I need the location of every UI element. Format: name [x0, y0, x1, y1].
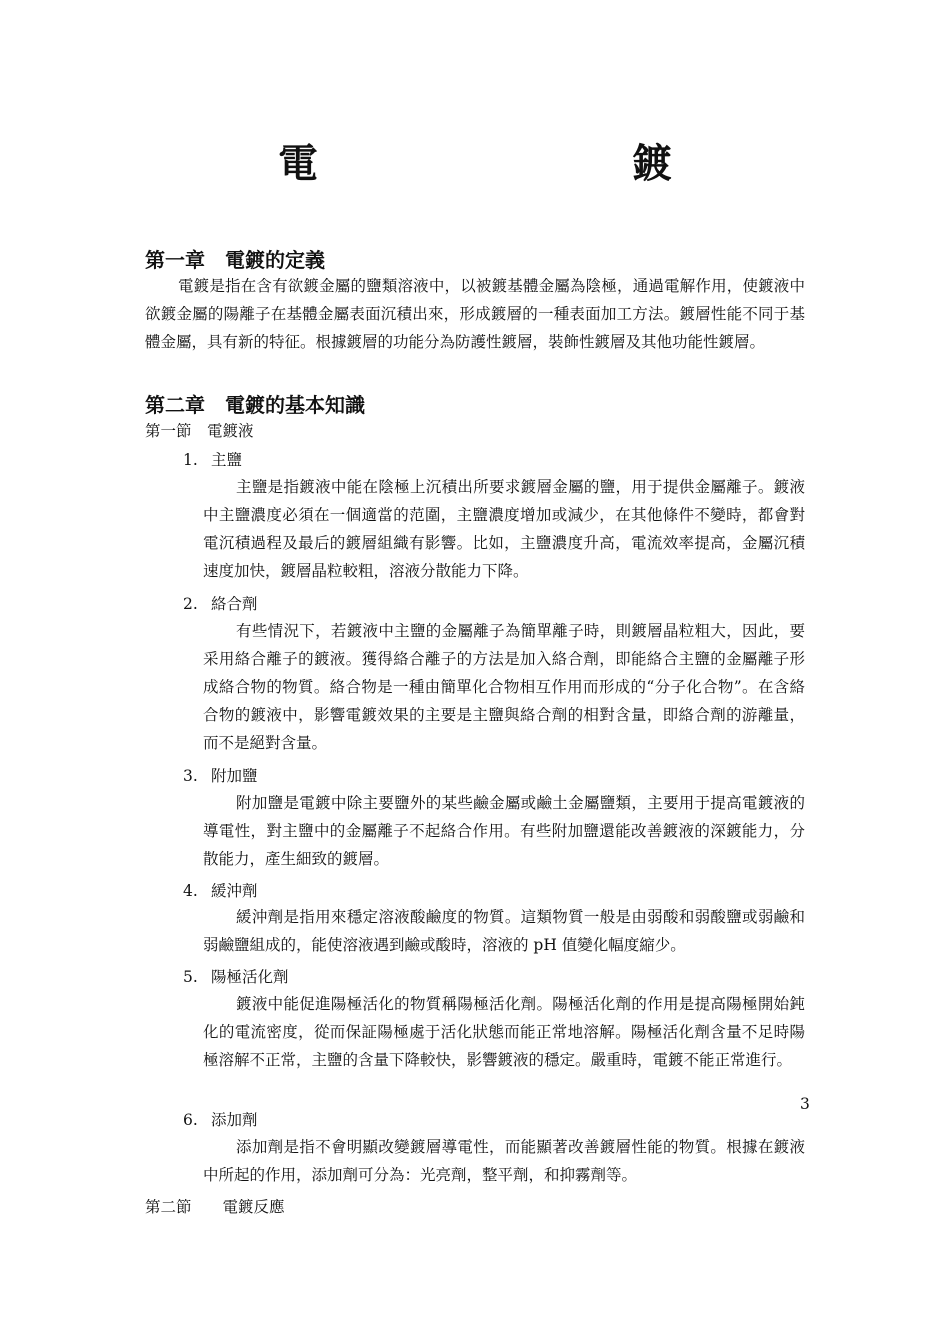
item-number: 4. — [183, 882, 198, 900]
item-number: 2. — [183, 595, 198, 613]
chapter1-heading: 第一章 電鍍的定義 — [145, 248, 325, 272]
page-number: 3 — [800, 1095, 810, 1113]
item-6-body: 添加劑是指不會明顯改變鍍層導電性，而能顯著改善鍍層性能的物質。根據在鍍液中所起的作用，添加劑可分為：光亮劑，整平劑，和抑霧劑等。 — [203, 1138, 805, 1184]
item-number: 6. — [183, 1111, 198, 1129]
item-label: 絡合劑 — [211, 595, 258, 613]
document-title: 電 鍍 — [278, 140, 750, 187]
item-4-heading — [183, 879, 258, 901]
item-3-body: 附加鹽是電鍍中除主要鹽外的某些鹼金屬或鹼土金屬鹽類，主要用于提高電鍍液的導電性，對主鹽中的金屬離子不起絡合作用。有些附加鹽還能改善鍍液的深鍍能力，分散能力，產生細致的鍍層。 — [203, 794, 805, 868]
item-label: 附加鹽 — [211, 767, 258, 785]
item-number: 1. — [183, 451, 198, 469]
item-5-heading — [183, 965, 289, 987]
chapter2-heading: 第二章 電鍍的基本知識 — [145, 393, 365, 417]
item-6-heading — [183, 1108, 258, 1130]
item-number: 3. — [183, 767, 198, 785]
chapter1-body: 電鍍是指在含有欲鍍金屬的鹽類溶液中，以被鍍基體金屬為陰極，通過電解作用，使鍍液中欲鍍金屬的陽離子在基體金屬表面沉積出來，形成鍍層的一種表面加工方法。鍍層性能不同于基體金屬，具有新的特征。根據鍍層的功能分為防護性鍍層，裝飾性鍍層及其他功能性鍍層。 — [145, 277, 805, 351]
item-4-body: 緩沖劑是指用來穩定溶液酸鹼度的物質。這類物質一般是由弱酸和弱酸鹽或弱鹼和弱鹼鹽組成的，能使溶液遇到鹼或酸時，溶液的 pH 值變化幅度縮少。 — [203, 908, 805, 954]
section2-heading: 第二節 電鍍反應 — [145, 1198, 285, 1216]
item-3-heading — [183, 764, 258, 786]
section1-heading: 第一節 電鍍液 — [145, 422, 254, 440]
item-1-heading — [183, 448, 242, 470]
item-label: 添加劑 — [211, 1111, 258, 1129]
item-5-body: 鍍液中能促進陽極活化的物質稱陽極活化劑。陽極活化劑的作用是提高陽極開始鈍化的電流密度，從而保証陽極處于活化狀態而能正常地溶解。陽極活化劑含量不足時陽極溶解不正常，主鹽的含量下降較快，影響鍍液的穩定。嚴重時，電鍍不能正常進行。 — [203, 995, 805, 1069]
item-2-heading — [183, 592, 258, 614]
item-1-body: 主鹽是指鍍液中能在陰極上沉積出所要求鍍層金屬的鹽，用于提供金屬離子。鍍液中主鹽濃度必須在一個適當的范圍，主鹽濃度增加或減少，在其他條件不變時，都會對電沉積過程及最后的鍍層組織有影響。比如，主鹽濃度升高，電流效率提高，金屬沉積速度加快，鍍層晶粒較粗，溶液分散能力下降。 — [203, 478, 805, 580]
item-label: 陽極活化劑 — [211, 968, 289, 986]
item-number: 5. — [183, 968, 198, 986]
item-label: 緩沖劑 — [211, 882, 258, 900]
item-2-body: 有些情況下，若鍍液中主鹽的金屬離子為簡單離子時，則鍍層晶粒粗大，因此，要采用絡合離子的鍍液。獲得絡合離子的方法是加入絡合劑，即能絡合主鹽的金屬離子形成絡合物的物質。絡合物是一種由簡單化合物相互作用而形成的“分子化合物”。在含絡合物的鍍液中，影響電鍍效果的主要是主鹽與絡合劑的相對含量，即絡合劑的游離量，而不是絕對含量。 — [203, 622, 805, 752]
item-label: 主鹽 — [211, 451, 243, 469]
